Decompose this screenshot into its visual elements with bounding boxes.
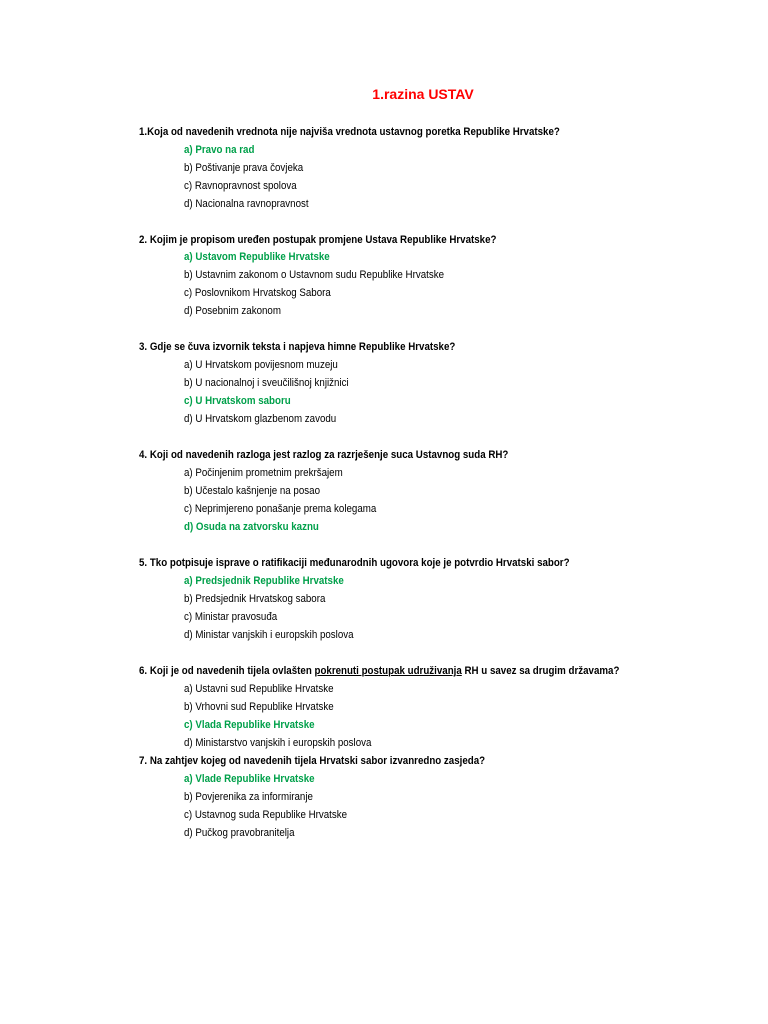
question-4: 4. Koji od navedenih razloga jest razlog za razrješenje suca Ustavnog suda RH?	[139, 449, 509, 461]
answer-2a: a) Ustavom Republike Hrvatske	[184, 251, 330, 263]
answer-2b: b) Ustavnim zakonom o Ustavnom sudu Republike Hrvatske	[184, 269, 445, 281]
answer-3d: d) U Hrvatskom glazbenom zavodu	[184, 413, 337, 425]
answer-1c: c) Ravnopravnost spolova	[184, 180, 297, 192]
answer-4d: d) Osuda na zatvorsku kaznu	[184, 521, 319, 533]
answer-7b: b) Povjerenika za informiranje	[184, 791, 313, 803]
answer-4b: b) Učestalo kašnjenje na posao	[184, 485, 321, 497]
answer-6b: b) Vrhovni sud Republike Hrvatske	[184, 701, 334, 713]
answer-5c: c) Ministar pravosuđa	[184, 611, 278, 623]
answer-6a: a) Ustavni sud Republike Hrvatske	[184, 683, 334, 695]
answer-7a: a) Vlade Republike Hrvatske	[184, 773, 315, 785]
answer-1d: d) Nacionalna ravnopravnost	[184, 198, 309, 210]
question-1: 1.Koja od navedenih vrednota nije najviša vrednota ustavnog poretka Republike Hrvatske?	[139, 126, 560, 138]
answer-4a: a) Počinjenim prometnim prekršajem	[184, 467, 343, 479]
answer-4c: c) Neprimjereno ponašanje prema kolegama	[184, 503, 377, 515]
question-6-post: RH u savez sa drugim državama?	[461, 665, 620, 677]
question-7: 7. Na zahtjev kojeg od navedenih tijela Hrvatski sabor izvanredno zasjeda?	[139, 755, 486, 767]
answer-5b: b) Predsjednik Hrvatskog sabora	[184, 593, 326, 605]
question-6-pre: 6. Koji je od navedenih tijela ovlašten	[139, 665, 315, 677]
answer-7d: d) Pučkog pravobranitelja	[184, 827, 295, 839]
question-5: 5. Tko potpisuje isprave o ratifikaciji međunarodnih ugovora koje je potvrdio Hrvatski sabor?	[139, 557, 570, 569]
page-title: 1.razina USTAV	[372, 86, 474, 102]
answer-2c: c) Poslovnikom Hrvatskog Sabora	[184, 287, 331, 299]
answer-1b: b) Poštivanje prava čovjeka	[184, 162, 304, 174]
answer-3b: b) U nacionalnoj i sveučilišnoj knjižnici	[184, 377, 349, 389]
answer-1a: a) Pravo na rad	[184, 144, 255, 156]
question-6	[139, 665, 619, 677]
answer-3a: a) U Hrvatskom povijesnom muzeju	[184, 359, 338, 371]
answer-6c: c) Vlada Republike Hrvatske	[184, 719, 315, 731]
answer-6d: d) Ministarstvo vanjskih i europskih poslova	[184, 737, 372, 749]
question-3: 3. Gdje se čuva izvornik teksta i napjeva himne Republike Hrvatske?	[139, 341, 456, 353]
answer-5a: a) Predsjednik Republike Hrvatske	[184, 575, 344, 587]
question-2: 2. Kojim je propisom uređen postupak promjene Ustava Republike Hrvatske?	[139, 234, 497, 246]
answer-5d: d) Ministar vanjskih i europskih poslova	[184, 629, 354, 641]
answer-3c: c) U Hrvatskom saboru	[184, 395, 291, 407]
answer-2d: d) Posebnim zakonom	[184, 305, 281, 317]
question-6-underlined: pokrenuti postupak udruživanja	[314, 665, 462, 677]
answer-7c: c) Ustavnog suda Republike Hrvatske	[184, 809, 348, 821]
